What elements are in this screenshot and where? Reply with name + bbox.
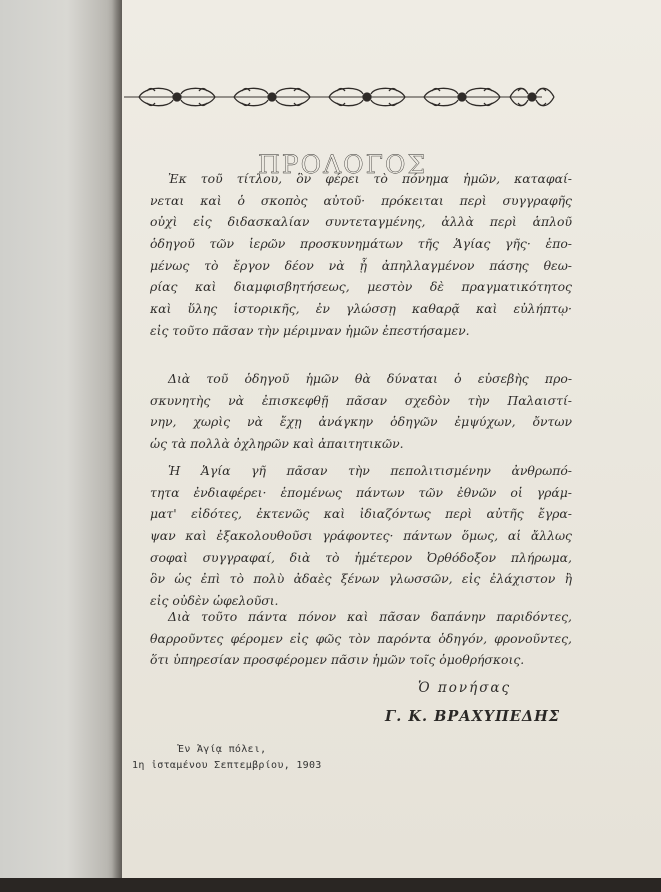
page-title: ΠΡΟΛΟΓΟΣ bbox=[258, 150, 428, 179]
page-bottom-shadow bbox=[0, 878, 661, 892]
text-line: Ἡ Ἁγία γῆ πᾶσαν τὴν πεπολιτισμένην ἀνθρωπό- bbox=[168, 463, 572, 478]
text-line: τητα ἐνδιαφέρει· ἑπομένως πάντων τῶν ἐθνῶν οἱ γράμ- bbox=[150, 484, 572, 500]
text-line: μένως τὸ ἔργον δέον νὰ ᾖ ἀπηλλαγμένον πάσης θεω- bbox=[150, 257, 572, 273]
text-line: σκυνητὴς νὰ ἐπισκεφθῇ πᾶσαν σχεδὸν τὴν Παλαιστί- bbox=[150, 392, 572, 408]
text-line: νην, χωρὶς νὰ ἔχῃ ἀνάγκην ὁδηγῶν ἐμψύχων, ὄντων bbox=[150, 414, 572, 430]
date-line: 1η ἱσταμένου Σεπτεμβρίου, 1903 bbox=[132, 760, 322, 771]
text-line: θαρροῦντες φέρομεν εἰς φῶς τὸν παρόντα ὁδηγόν, φρονοῦντες, bbox=[150, 630, 572, 646]
text-line: ὅτι ὑπηρεσίαν προσφέρομεν πᾶσιν ἡμῶν τοῖς ὁμοθρήσκοις. bbox=[150, 652, 525, 668]
text-line: Διὰ τοῦ ὁδηγοῦ ἡμῶν θὰ δύναται ὁ εὐσεβὴς προ- bbox=[168, 371, 572, 386]
paragraph-4 bbox=[150, 606, 572, 671]
text-line: οὐχὶ εἰς διδασκαλίαν συντεταγμένης, ἀλλὰ περὶ ἁπλοῦ bbox=[150, 214, 572, 230]
paragraph-3 bbox=[150, 460, 572, 612]
text-line: ρίας καὶ διαμφισβητήσεως, μεστὸν δὲ πραγματικότητος bbox=[150, 279, 572, 295]
text-line: εἰς οὐδὲν ὠφελοῦσι. bbox=[150, 593, 279, 609]
paragraph-1 bbox=[150, 168, 572, 342]
place-line: Ἐν Ἁγίᾳ πόλει, bbox=[178, 744, 267, 755]
text-line: ὁδηγοῦ τῶν ἱερῶν προσκυνημάτων τῆς Ἁγίας γῆς· ἑπο- bbox=[150, 236, 572, 252]
decorative-ornament-band bbox=[122, 82, 558, 112]
text-line: ὡς τὰ πολλὰ ὀχληρῶν καὶ ἀπαιτητικῶν. bbox=[150, 436, 404, 452]
text-line: ματ' εἰδότες, ἐκτενῶς καὶ ἰδιαζόντως περὶ αὐτῆς ἔγρα- bbox=[150, 506, 572, 522]
text-line: ψαν καὶ ἐξακολουθοῦσι γράφοντες· πάντων ὅμως, αἱ ἄλλως bbox=[150, 528, 572, 544]
paragraph-2 bbox=[150, 368, 572, 455]
text-line: Ἐκ τοῦ τίτλου, ὃν φέρει τὸ πόνημα ἡμῶν, καταφαί- bbox=[168, 171, 572, 186]
facing-page-margin bbox=[0, 0, 122, 892]
text-line: καὶ ὕλης ἱστορικῆς, ἐν γλώσσῃ καθαρᾷ καὶ εὐλήπτῳ· bbox=[150, 301, 572, 317]
text-line: Διὰ τοῦτο πάντα πόνον καὶ πᾶσαν δαπάνην παριδόντες, bbox=[168, 609, 572, 624]
text-line: εἰς τοῦτο πᾶσαν τὴν μέριμναν ἡμῶν ἐπεστήσαμεν. bbox=[150, 322, 470, 338]
text-line: ὃν ὡς ἐπὶ τὸ πολὺ ἀδαὲς ξένων γλωσσῶν, εἰς ἐλάχιστον ἢ bbox=[150, 571, 572, 587]
text-line: νεται καὶ ὁ σκοπὸς αὐτοῦ· πρόκειται περὶ συγγραφῆς bbox=[150, 192, 572, 208]
text-line: σοφαὶ συγγραφαί, διὰ τὸ ἡμέτερον Ὀρθόδοξον πλήρωμα, bbox=[150, 549, 572, 565]
signature-label: Ὁ πονήσας bbox=[418, 680, 512, 696]
author-name: Γ. Κ. ΒΡΑΧΥΠΕΔΗΣ bbox=[385, 708, 561, 725]
